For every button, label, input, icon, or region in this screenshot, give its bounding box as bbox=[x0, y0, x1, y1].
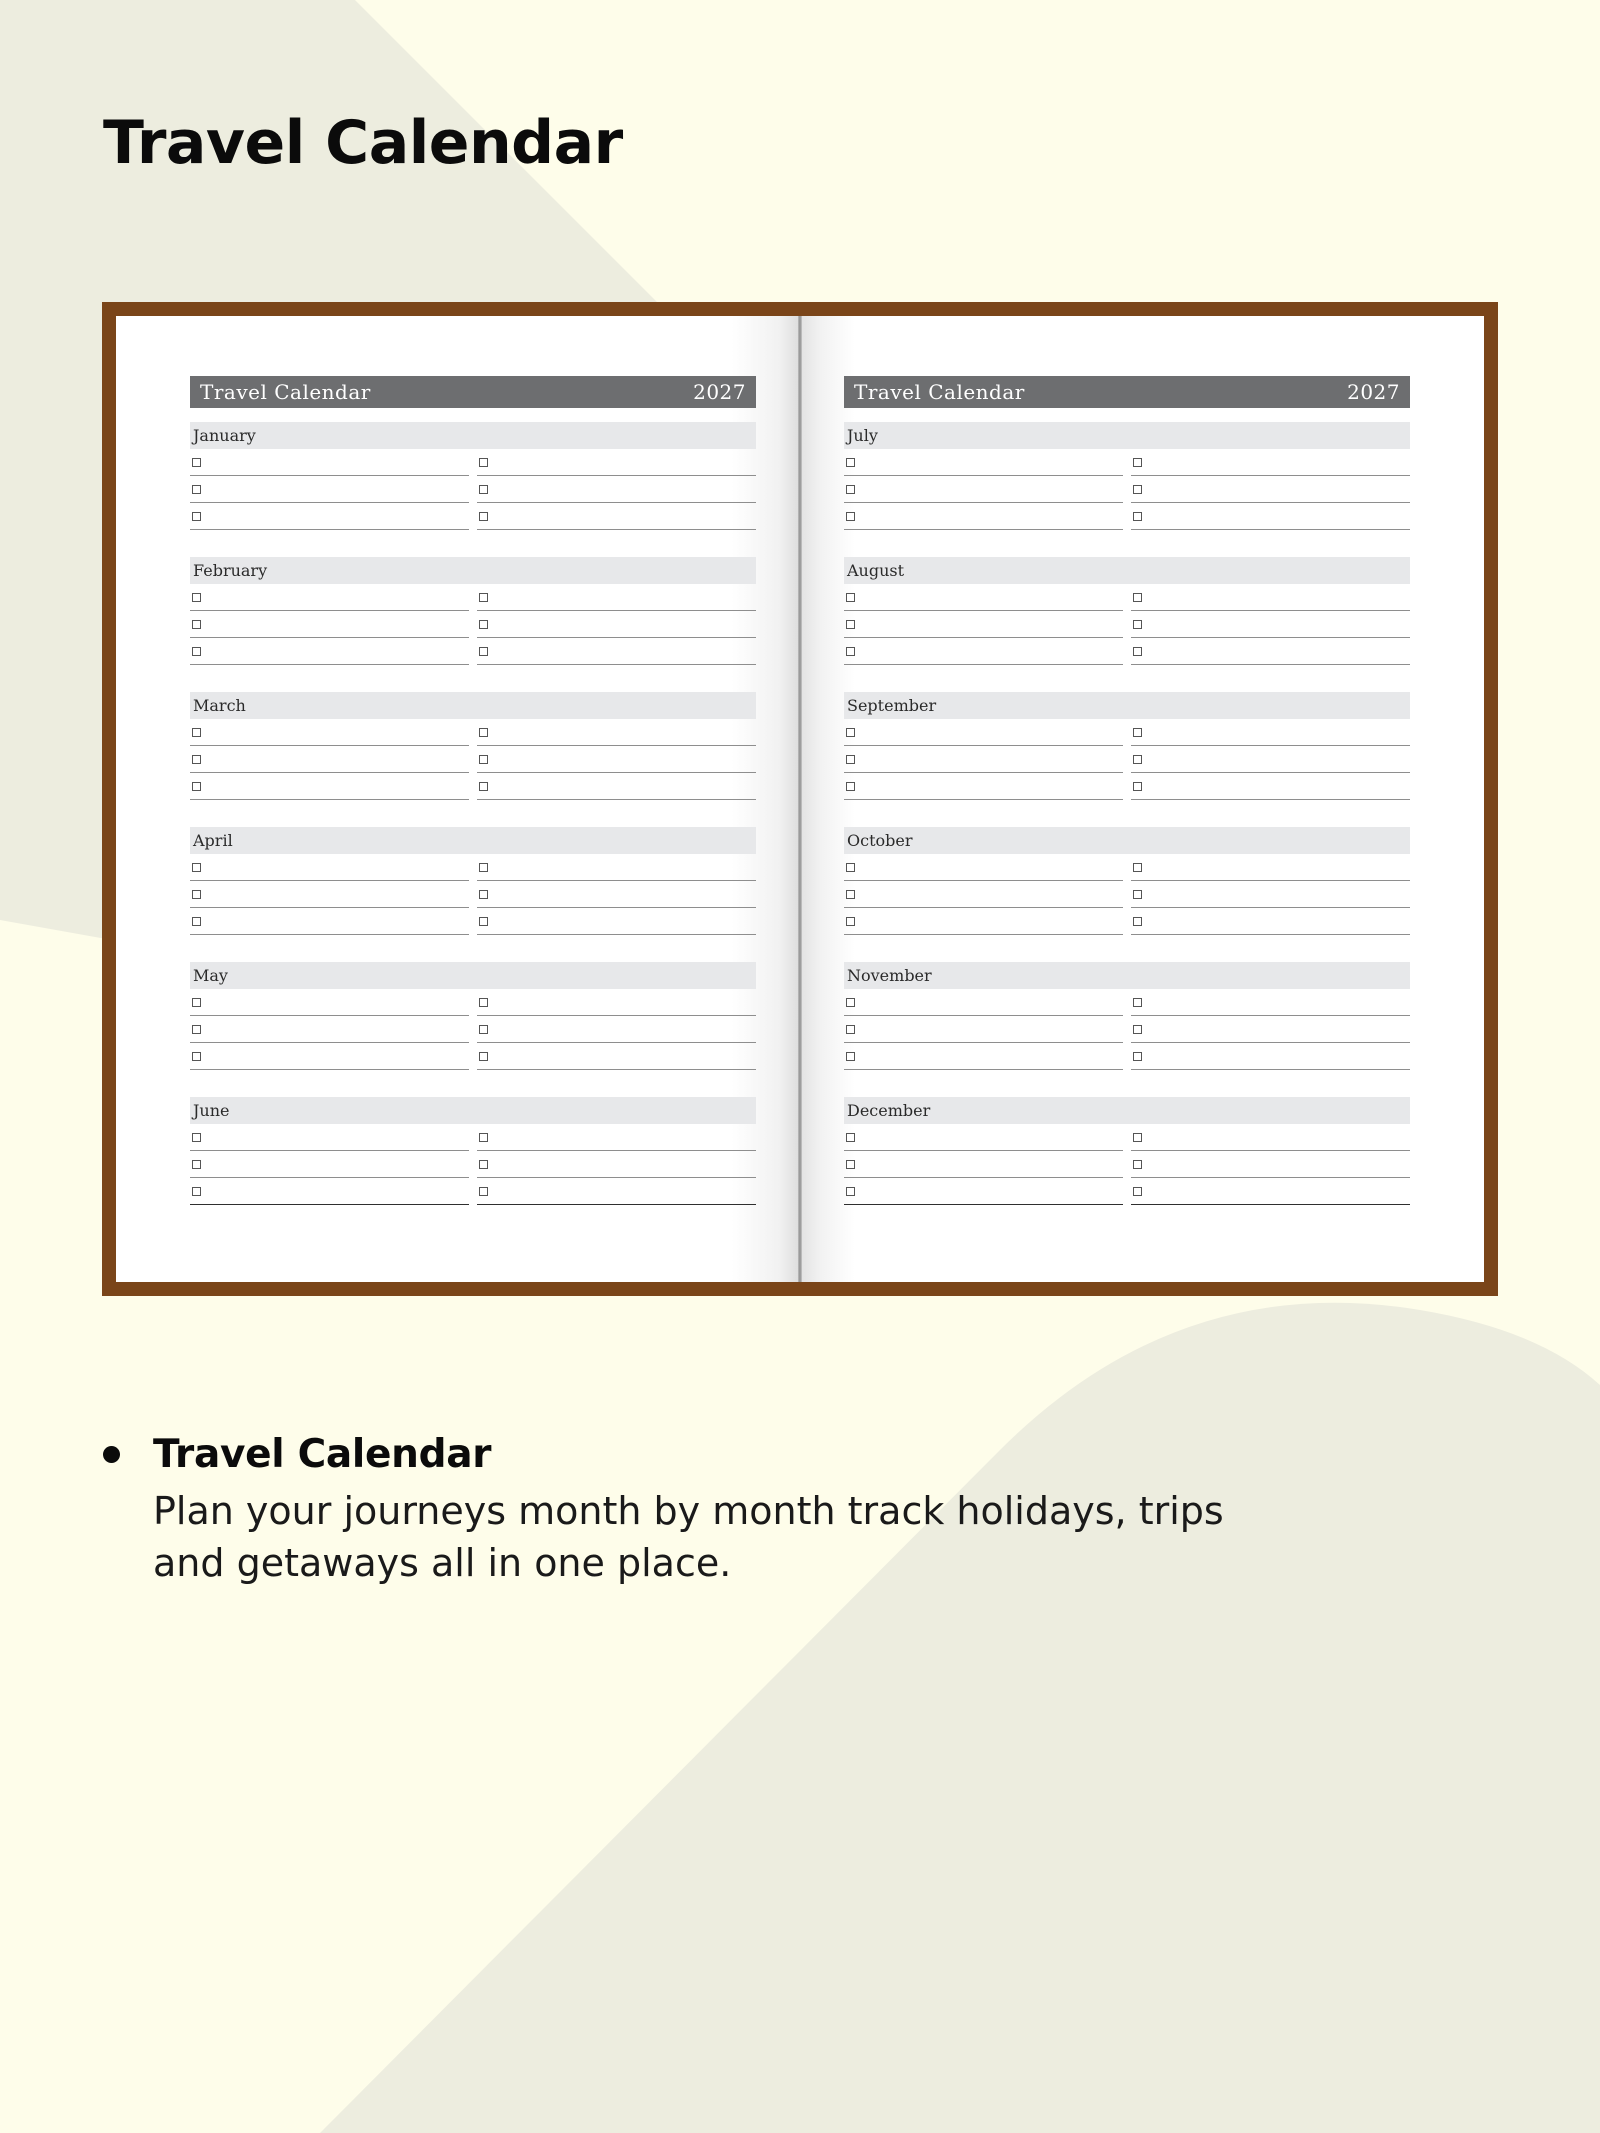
month-section bbox=[844, 557, 1410, 665]
entry-columns bbox=[190, 584, 756, 665]
left-page-content bbox=[190, 376, 756, 1205]
entry-column bbox=[1131, 719, 1410, 800]
book-gutter bbox=[798, 316, 802, 1282]
entry-column bbox=[190, 1124, 469, 1205]
entry-line[interactable] bbox=[1131, 1124, 1410, 1151]
entry-line[interactable] bbox=[190, 773, 469, 800]
entry-line[interactable] bbox=[844, 854, 1123, 881]
entry-line[interactable] bbox=[1131, 584, 1410, 611]
entry-line[interactable] bbox=[190, 1124, 469, 1151]
checkbox-icon[interactable] bbox=[846, 620, 855, 629]
entry-line[interactable] bbox=[477, 638, 756, 665]
checkbox-icon[interactable] bbox=[846, 458, 855, 467]
entry-line[interactable] bbox=[477, 719, 756, 746]
checkbox-icon[interactable] bbox=[479, 728, 488, 737]
entry-line[interactable] bbox=[1131, 638, 1410, 665]
checkbox-icon[interactable] bbox=[846, 647, 855, 656]
entry-line[interactable] bbox=[1131, 854, 1410, 881]
description-title: Travel Calendar bbox=[153, 1432, 492, 1477]
entry-line[interactable] bbox=[844, 773, 1123, 800]
entry-column bbox=[844, 449, 1123, 530]
entry-line[interactable] bbox=[1131, 611, 1410, 638]
entry-column bbox=[477, 989, 756, 1070]
checkbox-icon[interactable] bbox=[479, 458, 488, 467]
entry-column bbox=[1131, 854, 1410, 935]
checkbox-icon[interactable] bbox=[1133, 1187, 1142, 1196]
entry-line[interactable] bbox=[1131, 773, 1410, 800]
checkbox-icon[interactable] bbox=[1133, 890, 1142, 899]
checkbox-icon[interactable] bbox=[192, 512, 201, 521]
calendar-header-bar bbox=[190, 376, 756, 408]
month-section bbox=[844, 422, 1410, 530]
checkbox-icon[interactable] bbox=[1133, 863, 1142, 872]
entry-line[interactable] bbox=[190, 584, 469, 611]
entry-column bbox=[844, 989, 1123, 1070]
month-section bbox=[190, 827, 756, 935]
checkbox-icon[interactable] bbox=[1133, 917, 1142, 926]
checkbox-icon[interactable] bbox=[479, 1133, 488, 1142]
month-section bbox=[844, 692, 1410, 800]
checkbox-icon[interactable] bbox=[846, 485, 855, 494]
checkbox-icon[interactable] bbox=[479, 485, 488, 494]
entry-line[interactable] bbox=[844, 1178, 1123, 1205]
entry-line[interactable] bbox=[477, 1178, 756, 1205]
entry-line[interactable] bbox=[190, 908, 469, 935]
entry-line[interactable] bbox=[844, 638, 1123, 665]
entry-column bbox=[1131, 584, 1410, 665]
checkbox-icon[interactable] bbox=[479, 1025, 488, 1034]
entry-columns bbox=[844, 584, 1410, 665]
entry-columns bbox=[844, 449, 1410, 530]
checkbox-icon[interactable] bbox=[1133, 782, 1142, 791]
checkbox-icon[interactable] bbox=[192, 593, 201, 602]
checkbox-icon[interactable] bbox=[479, 755, 488, 764]
checkbox-icon[interactable] bbox=[846, 1187, 855, 1196]
entry-columns bbox=[190, 854, 756, 935]
entry-column bbox=[190, 719, 469, 800]
left-page bbox=[116, 316, 800, 1282]
month-label: September bbox=[844, 692, 1410, 719]
checkbox-icon[interactable] bbox=[1133, 512, 1142, 521]
checkbox-icon[interactable] bbox=[192, 998, 201, 1007]
entry-line[interactable] bbox=[190, 719, 469, 746]
month-section bbox=[844, 827, 1410, 935]
entry-column bbox=[477, 449, 756, 530]
checkbox-icon[interactable] bbox=[846, 593, 855, 602]
checkbox-icon[interactable] bbox=[192, 728, 201, 737]
checkbox-icon[interactable] bbox=[1133, 728, 1142, 737]
checkbox-icon[interactable] bbox=[479, 620, 488, 629]
entry-line[interactable] bbox=[477, 1043, 756, 1070]
checkbox-icon[interactable] bbox=[846, 1025, 855, 1034]
month-label: May bbox=[190, 962, 756, 989]
month-section bbox=[190, 692, 756, 800]
entry-line[interactable] bbox=[844, 881, 1123, 908]
checkbox-icon[interactable] bbox=[846, 1052, 855, 1061]
entry-line[interactable] bbox=[477, 989, 756, 1016]
entry-columns bbox=[844, 989, 1410, 1070]
month-label: February bbox=[190, 557, 756, 584]
checkbox-icon[interactable] bbox=[846, 512, 855, 521]
month-label: December bbox=[844, 1097, 1410, 1124]
entry-line[interactable] bbox=[477, 611, 756, 638]
month-section bbox=[190, 422, 756, 530]
description-block bbox=[153, 1432, 1353, 1589]
month-label: March bbox=[190, 692, 756, 719]
entry-column bbox=[477, 584, 756, 665]
month-label: January bbox=[190, 422, 756, 449]
entry-line[interactable] bbox=[1131, 746, 1410, 773]
month-label: June bbox=[190, 1097, 756, 1124]
checkbox-icon[interactable] bbox=[479, 917, 488, 926]
entry-line[interactable] bbox=[477, 1124, 756, 1151]
entry-line[interactable] bbox=[477, 881, 756, 908]
bullet-point bbox=[103, 1446, 120, 1463]
month-section bbox=[190, 962, 756, 1070]
checkbox-icon[interactable] bbox=[192, 1187, 201, 1196]
checkbox-icon[interactable] bbox=[846, 1133, 855, 1142]
entry-column bbox=[477, 854, 756, 935]
entry-column bbox=[844, 719, 1123, 800]
checkbox-icon[interactable] bbox=[846, 863, 855, 872]
checkbox-icon[interactable] bbox=[1133, 485, 1142, 494]
entry-line[interactable] bbox=[477, 476, 756, 503]
checkbox-icon[interactable] bbox=[192, 1025, 201, 1034]
entry-line[interactable] bbox=[1131, 476, 1410, 503]
checkbox-icon[interactable] bbox=[479, 1187, 488, 1196]
month-section bbox=[844, 962, 1410, 1070]
checkbox-icon[interactable] bbox=[479, 1052, 488, 1061]
checkbox-icon[interactable] bbox=[846, 728, 855, 737]
entry-line[interactable] bbox=[1131, 1016, 1410, 1043]
entry-column bbox=[1131, 989, 1410, 1070]
month-label: August bbox=[844, 557, 1410, 584]
checkbox-icon[interactable] bbox=[479, 998, 488, 1007]
checkbox-icon[interactable] bbox=[1133, 620, 1142, 629]
checkbox-icon[interactable] bbox=[192, 755, 201, 764]
entry-line[interactable] bbox=[190, 611, 469, 638]
checkbox-icon[interactable] bbox=[846, 782, 855, 791]
entry-column bbox=[844, 1124, 1123, 1205]
month-section bbox=[190, 1097, 756, 1205]
calendar-header-bar bbox=[844, 376, 1410, 408]
open-planner-book bbox=[102, 302, 1498, 1296]
checkbox-icon[interactable] bbox=[1133, 1025, 1142, 1034]
entry-line[interactable] bbox=[844, 449, 1123, 476]
entry-line[interactable] bbox=[477, 584, 756, 611]
checkbox-icon[interactable] bbox=[1133, 458, 1142, 467]
entry-line[interactable] bbox=[844, 611, 1123, 638]
month-section bbox=[844, 1097, 1410, 1205]
entry-line[interactable] bbox=[477, 746, 756, 773]
entry-column bbox=[190, 449, 469, 530]
page-title: Travel Calendar bbox=[103, 108, 623, 178]
entry-line[interactable] bbox=[1131, 449, 1410, 476]
entry-line[interactable] bbox=[190, 1178, 469, 1205]
checkbox-icon[interactable] bbox=[192, 647, 201, 656]
entry-line[interactable] bbox=[1131, 503, 1410, 530]
entry-line[interactable] bbox=[190, 449, 469, 476]
entry-column bbox=[190, 584, 469, 665]
checkbox-icon[interactable] bbox=[192, 863, 201, 872]
checkbox-icon[interactable] bbox=[192, 1160, 201, 1169]
entry-line[interactable] bbox=[844, 1043, 1123, 1070]
checkbox-icon[interactable] bbox=[479, 647, 488, 656]
entry-line[interactable] bbox=[477, 773, 756, 800]
checkbox-icon[interactable] bbox=[846, 755, 855, 764]
checkbox-icon[interactable] bbox=[192, 890, 201, 899]
month-label: April bbox=[190, 827, 756, 854]
entry-line[interactable] bbox=[477, 449, 756, 476]
entry-columns bbox=[844, 854, 1410, 935]
entry-columns bbox=[190, 1124, 756, 1205]
entry-line[interactable] bbox=[190, 854, 469, 881]
entry-columns bbox=[190, 719, 756, 800]
checkbox-icon[interactable] bbox=[479, 863, 488, 872]
checkbox-icon[interactable] bbox=[192, 458, 201, 467]
entry-line[interactable] bbox=[844, 1151, 1123, 1178]
checkbox-icon[interactable] bbox=[192, 917, 201, 926]
entry-column bbox=[477, 719, 756, 800]
entry-line[interactable] bbox=[190, 503, 469, 530]
entry-columns bbox=[844, 1124, 1410, 1205]
entry-line[interactable] bbox=[190, 746, 469, 773]
checkbox-icon[interactable] bbox=[1133, 998, 1142, 1007]
month-label: October bbox=[844, 827, 1410, 854]
entry-column bbox=[1131, 1124, 1410, 1205]
entry-line[interactable] bbox=[477, 1016, 756, 1043]
entry-line[interactable] bbox=[190, 638, 469, 665]
entry-line[interactable] bbox=[844, 1016, 1123, 1043]
entry-line[interactable] bbox=[1131, 719, 1410, 746]
entry-line[interactable] bbox=[844, 584, 1123, 611]
entry-line[interactable] bbox=[1131, 1178, 1410, 1205]
entry-column bbox=[1131, 449, 1410, 530]
entry-line[interactable] bbox=[190, 989, 469, 1016]
calendar-header-title: Travel Calendar bbox=[854, 380, 1025, 404]
entry-line[interactable] bbox=[190, 1016, 469, 1043]
entry-line[interactable] bbox=[844, 908, 1123, 935]
entry-column bbox=[477, 1124, 756, 1205]
entry-line[interactable] bbox=[477, 908, 756, 935]
checkbox-icon[interactable] bbox=[846, 1160, 855, 1169]
entry-line[interactable] bbox=[844, 1124, 1123, 1151]
entry-line[interactable] bbox=[190, 476, 469, 503]
checkbox-icon[interactable] bbox=[479, 782, 488, 791]
checkbox-icon[interactable] bbox=[1133, 1160, 1142, 1169]
calendar-year: 2027 bbox=[693, 380, 746, 404]
entry-line[interactable] bbox=[1131, 908, 1410, 935]
checkbox-icon[interactable] bbox=[1133, 593, 1142, 602]
entry-columns bbox=[844, 719, 1410, 800]
checkbox-icon[interactable] bbox=[192, 620, 201, 629]
checkbox-icon[interactable] bbox=[846, 998, 855, 1007]
checkbox-icon[interactable] bbox=[192, 782, 201, 791]
checkbox-icon[interactable] bbox=[846, 890, 855, 899]
entry-columns bbox=[190, 449, 756, 530]
entry-line[interactable] bbox=[477, 1151, 756, 1178]
calendar-year: 2027 bbox=[1347, 380, 1400, 404]
checkbox-icon[interactable] bbox=[192, 1133, 201, 1142]
entry-line[interactable] bbox=[190, 881, 469, 908]
description-body: Plan your journeys month by month track holidays, trips and getaways all in one place. bbox=[153, 1489, 1224, 1585]
entry-column bbox=[844, 854, 1123, 935]
entry-line[interactable] bbox=[844, 503, 1123, 530]
checkbox-icon[interactable] bbox=[1133, 755, 1142, 764]
entry-column bbox=[190, 989, 469, 1070]
checkbox-icon[interactable] bbox=[1133, 647, 1142, 656]
entry-line[interactable] bbox=[1131, 1043, 1410, 1070]
month-section bbox=[190, 557, 756, 665]
entry-line[interactable] bbox=[477, 503, 756, 530]
entry-line[interactable] bbox=[190, 1043, 469, 1070]
entry-column bbox=[190, 854, 469, 935]
checkbox-icon[interactable] bbox=[479, 593, 488, 602]
entry-line[interactable] bbox=[477, 854, 756, 881]
checkbox-icon[interactable] bbox=[479, 1160, 488, 1169]
month-label: November bbox=[844, 962, 1410, 989]
checkbox-icon[interactable] bbox=[1133, 1052, 1142, 1061]
entry-line[interactable] bbox=[844, 476, 1123, 503]
checkbox-icon[interactable] bbox=[192, 1052, 201, 1061]
checkbox-icon[interactable] bbox=[846, 917, 855, 926]
right-page bbox=[800, 316, 1484, 1282]
page-spread bbox=[116, 316, 1484, 1282]
calendar-header-title: Travel Calendar bbox=[200, 380, 371, 404]
entry-column bbox=[844, 584, 1123, 665]
checkbox-icon[interactable] bbox=[192, 485, 201, 494]
entry-line[interactable] bbox=[1131, 1151, 1410, 1178]
entry-line[interactable] bbox=[844, 719, 1123, 746]
right-page-content bbox=[844, 376, 1410, 1205]
entry-line[interactable] bbox=[844, 989, 1123, 1016]
entry-line[interactable] bbox=[190, 1151, 469, 1178]
entry-columns bbox=[190, 989, 756, 1070]
entry-line[interactable] bbox=[1131, 881, 1410, 908]
entry-line[interactable] bbox=[844, 746, 1123, 773]
entry-line[interactable] bbox=[1131, 989, 1410, 1016]
checkbox-icon[interactable] bbox=[1133, 1133, 1142, 1142]
checkbox-icon[interactable] bbox=[479, 890, 488, 899]
checkbox-icon[interactable] bbox=[479, 512, 488, 521]
month-label: July bbox=[844, 422, 1410, 449]
